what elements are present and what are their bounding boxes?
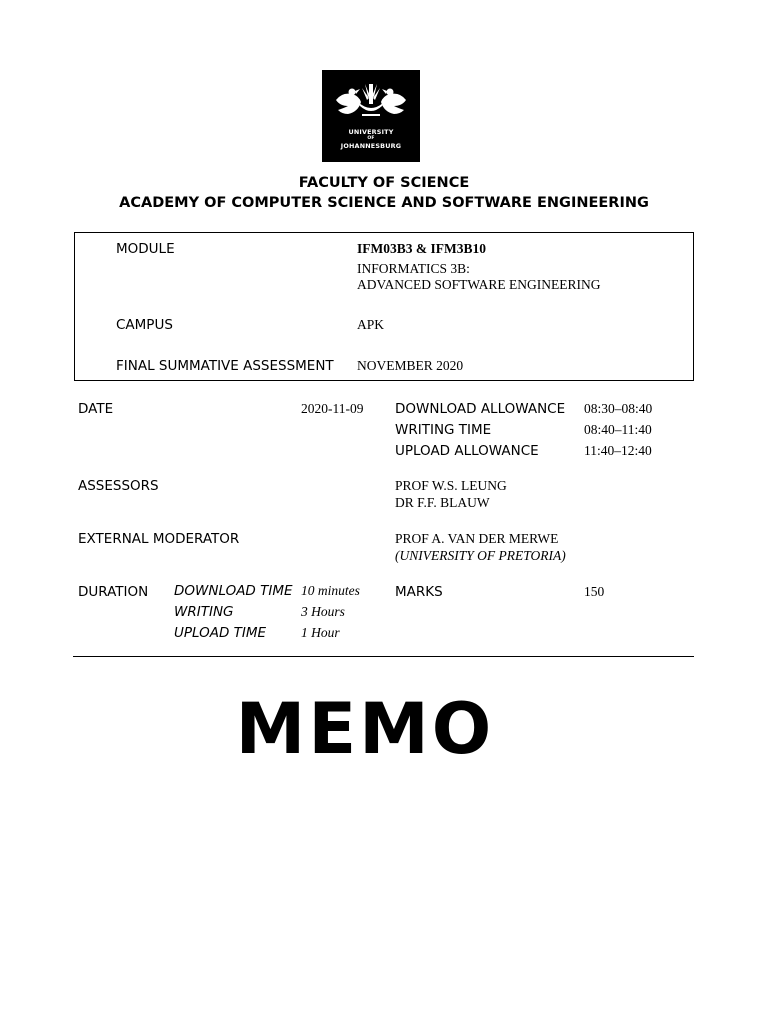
download-allowance-value: 08:30–08:40 (584, 401, 653, 416)
assessment-value: NOVEMBER 2020 (357, 358, 464, 373)
module-code: IFM03B3 & IFM3B10 (357, 241, 486, 256)
writing-time-value: 08:40–11:40 (584, 422, 652, 437)
download-time-value: 10 minutes (301, 583, 360, 598)
marks-label: MARKS (395, 584, 443, 600)
academy-title: ACADEMY OF COMPUTER SCIENCE AND SOFTWARE ENGINEERING (119, 195, 649, 211)
logo-line-johannesburg: JOHANNESBURG (340, 142, 402, 150)
assessor-1: PROF W.S. LEUNG (395, 478, 507, 493)
module-info-box (74, 232, 694, 381)
download-allowance-label: DOWNLOAD ALLOWANCE (395, 401, 566, 417)
moderator-label: EXTERNAL MODERATOR (78, 531, 240, 547)
marks-value: 150 (584, 584, 605, 599)
assessment-label: FINAL SUMMATIVE ASSESSMENT (116, 358, 334, 374)
divider-line (73, 656, 694, 657)
upload-allowance-label: UPLOAD ALLOWANCE (395, 443, 539, 459)
campus-label: CAMPUS (116, 317, 173, 333)
moderator-name: PROF A. VAN DER MERWE (395, 531, 559, 546)
moderator-affiliation: (UNIVERSITY OF PRETORIA) (395, 548, 566, 563)
upload-time-label: UPLOAD TIME (174, 625, 267, 641)
date-value: 2020-11-09 (301, 401, 364, 416)
logo-line-of: OF (367, 136, 375, 141)
campus-value: APK (357, 317, 385, 332)
writing-label: WRITING (174, 604, 234, 620)
logo-line-university: UNIVERSITY (348, 128, 394, 136)
module-name-line-1: INFORMATICS 3B: (357, 261, 470, 276)
module-label: MODULE (116, 241, 175, 257)
duration-label: DURATION (78, 584, 149, 600)
writing-value: 3 Hours (301, 604, 345, 619)
date-label: DATE (78, 401, 114, 417)
university-logo (322, 70, 420, 162)
assessors-label: ASSESSORS (78, 478, 159, 494)
assessor-2: DR F.F. BLAUW (395, 495, 490, 510)
writing-time-label: WRITING TIME (395, 422, 492, 438)
memo-title: MEMO (235, 688, 495, 770)
upload-allowance-value: 11:40–12:40 (584, 443, 652, 458)
download-time-label: DOWNLOAD TIME (174, 583, 293, 599)
upload-time-value: 1 Hour (301, 625, 340, 640)
module-name-line-2: ADVANCED SOFTWARE ENGINEERING (357, 277, 601, 292)
faculty-title: FACULTY OF SCIENCE (298, 175, 470, 191)
